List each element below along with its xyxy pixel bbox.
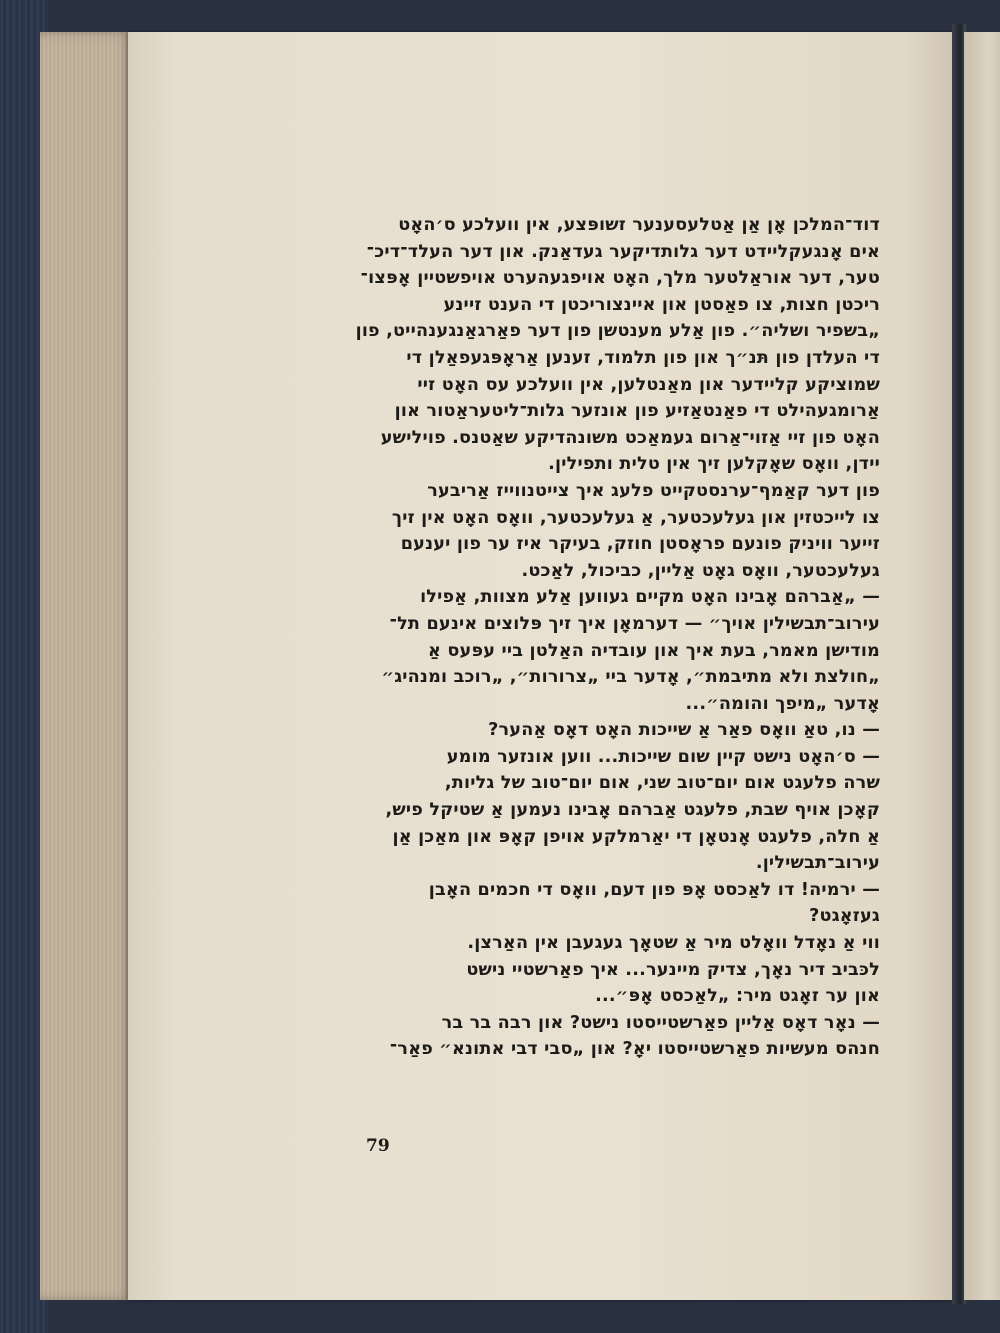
text-line: ווי אַ נאָדל וואָלט מיר אַ שטאָך געגעבן אין האַרצן. bbox=[467, 933, 880, 954]
text-line: יידן, וואָס שאָקלען זיך אין טלית ותפילין. bbox=[548, 454, 880, 475]
text-line: עירוב־תבשילין אויך״ — דערמאָן איך זיך פּלוצים אינעם תל־ bbox=[389, 613, 880, 634]
text-line: די העלדן פון תּנ״ך און פון תלמוד, זענען אַראָפּגעפאַלן די bbox=[406, 347, 880, 368]
text-line: — „אַברהם אָבינו האָט מקיים געווען אַלע מצוות, אַפילו bbox=[420, 587, 880, 608]
text-line: — ירמיה! דו לאַכסט אָפּ פון דעם, וואָס די חכמים האָבן bbox=[428, 879, 880, 900]
text-line: — נו, טאַ וואָס פאַר אַ שייכות האָט דאָס אַהער? bbox=[488, 720, 880, 741]
page-number: 79 bbox=[366, 1136, 390, 1156]
text-line: חנהס מעשיות פאַרשטייסטו יאָ? און „סבי דבי אתונא״ פאַר־ bbox=[389, 1039, 880, 1060]
facing-page-edge bbox=[964, 32, 1000, 1300]
text-line: אַ חלה, פלעגט אָנטאָן די יאַרמלקע אויפן קאָפּ און מאַכן אַן bbox=[392, 826, 880, 847]
text-line: פון דער קאַמף־ערנסטקייט פלעג איך צייטנווייז אַריבער bbox=[427, 480, 880, 501]
page-text bbox=[328, 212, 880, 1063]
text-line: אַרומגעהילט די פאַנטאַזיע פון אונזער גלות־ליטעראַטור און bbox=[394, 401, 880, 422]
text-line: געלעכטער, וואָס גאָט אַליין, כביכול, לאַכט. bbox=[521, 560, 880, 581]
text-line: ריכטן חצות, צו פאַסטן און איינצוריכטן די הענט זיינע bbox=[443, 294, 880, 315]
text-line: אים אָנגעקליידט דער גלותדיקער געדאַנק. און דער העלד־דיכ־ bbox=[366, 241, 880, 262]
text-line: און ער זאָגט מיר: „לאַכסט אָפּ״... bbox=[595, 986, 880, 1007]
text-line: קאָכן אויף שבת, פלעגט אַברהם אָבינו נעמען אַ שטיקל פיש, bbox=[385, 800, 880, 821]
text-line: „חולצת ולא מתיבמת״, אָדער ביי „צרורות״, „רוכב ומנהיג״ bbox=[381, 667, 880, 688]
text-line: עירוב־תבשילין. bbox=[755, 853, 880, 874]
text-line: דוד־המלכן אָן אַן אַטלעסענער זשופּצע, אין וועלכע ס׳האָט bbox=[398, 215, 880, 235]
text-line: — ס׳האָט נישט קיין שום שייכות... ווען אונזער מומע bbox=[446, 746, 880, 767]
text-line: „בשפיר ושליה״. פון אַלע מענטשן פון דער פאַרגאַנגענהייט, פון bbox=[355, 321, 880, 342]
page-block-edges bbox=[40, 32, 132, 1300]
text-line: זייער וויניק פונעם פראָסטן חוזק, בעיקר איז ער פון יענעם bbox=[400, 534, 880, 555]
text-line: לכּביב דיר נאָך, צדיק מיינער... איך פאַרשטיי נישט bbox=[466, 959, 880, 980]
text-line: טער, דער אוראַלטער מלך, האָט אויפגעהערט אויפשטיין אָפּצו־ bbox=[360, 268, 880, 289]
text-line: צו לייכטזין און געלעכטער, אַ געלעכטער, וואָס האָט אין זיך bbox=[391, 507, 880, 528]
text-line: געזאָגט? bbox=[809, 906, 880, 927]
text-line: אָדער „מיפך והומה״... bbox=[685, 693, 880, 714]
text-line: — נאָר דאָס אַליין פאַרשטייסטו נישט? און רבה בר בר bbox=[441, 1012, 880, 1033]
text-line: שמוציקע קליידער און מאַנטלען, אין וועלכע עס האָט זיי bbox=[417, 374, 880, 395]
text-line: שרה פלעגט אום יום־טוב שני, אום יום־טוב של גליות, bbox=[444, 773, 880, 794]
text-line: האָט פון זיי אַזוי־אַרום געמאַכט משונהדיקע שאַטנס. פוילישע bbox=[380, 427, 880, 448]
text-line: מודישן מאמר, בעת איך און עובדיה האַלטן ביי עפּעס אַ bbox=[428, 640, 880, 661]
